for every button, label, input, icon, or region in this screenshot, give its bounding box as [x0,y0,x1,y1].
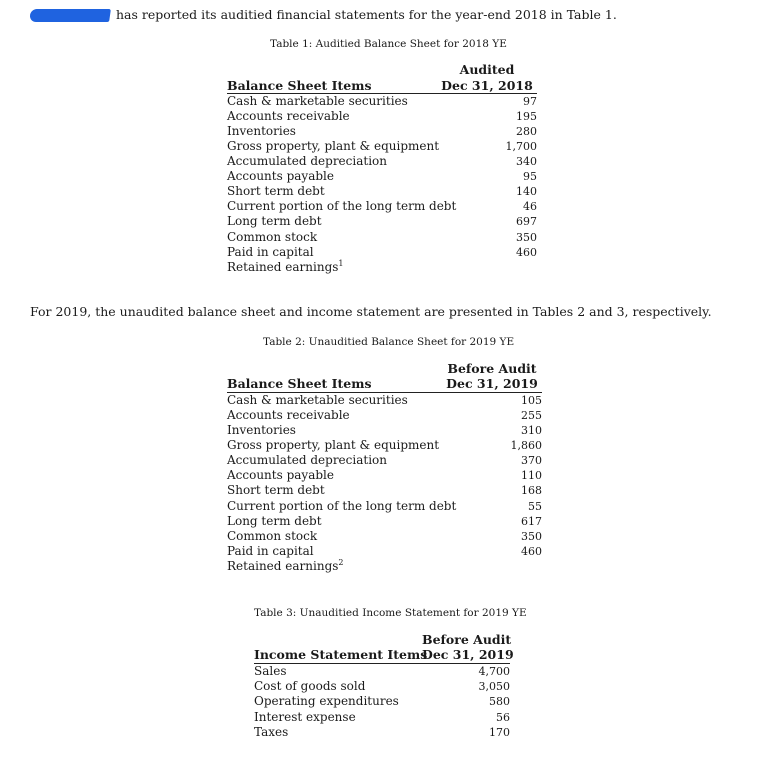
table3-label-header: Income Statement Items [254,647,428,662]
table-row: Sales 4,700 [254,664,510,678]
table2-label-header: Balance Sheet Items [227,376,372,391]
table1-label-header: Balance Sheet Items [227,78,372,93]
retained-earnings-label: Retained earnings [227,260,339,274]
table3 [254,630,514,750]
table-row: Interest expense 56 [254,710,510,724]
table-row [227,260,537,275]
intro-paragraph: has reported its auditied financial statements for the year-end 2018 in Table 1. [116,7,617,22]
table-row: Gross property, plant & equipment 1,700 [227,139,537,153]
table3-value-header-line1: Before Audit [422,632,512,647]
table-row: Paid in capital 460 [227,245,537,259]
table1-value-header-line2: Dec 31, 2018 [441,78,533,93]
table-row: Current portion of the long term debt 55 [227,499,542,513]
table-row: Cost of goods sold 3,050 [254,679,510,693]
table1 [227,60,537,280]
table2-value-header-line2: Dec 31, 2019 [446,376,538,391]
table2-caption: Table 2: Unauditied Balance Sheet for 2019 YE [263,336,515,348]
table-row: Inventories 310 [227,423,542,437]
table-row: Common stock 350 [227,529,542,543]
redaction-mark [29,9,111,22]
table-row: Short term debt 140 [227,184,537,198]
table1-value-header-line1: Audited [459,62,515,77]
table3-value-header-line2: Dec 31, 2019 [422,647,514,662]
table-row: Accounts receivable 195 [227,109,537,123]
table2-value-header-line1: Before Audit [447,361,537,376]
table-row: Taxes 170 [254,725,510,739]
table-row: Short term debt 168 [227,483,542,497]
table-row: Operating expenditures 580 [254,694,510,708]
table-row: Common stock 350 [227,230,537,244]
footnote-marker: 2 [338,558,344,567]
table-row [227,559,542,574]
table-row: Accounts payable 110 [227,468,542,482]
table2 [227,359,542,579]
table-row: Cash & marketable securities 97 [227,94,537,108]
table-row: Accumulated depreciation 340 [227,154,537,168]
table-row: Accounts payable 95 [227,169,537,183]
table-row: Paid in capital 460 [227,544,542,558]
table1-caption: Table 1: Auditied Balance Sheet for 2018 YE [270,38,507,50]
tables-intro-paragraph: For 2019, the unaudited balance sheet and income statement are presented in Tables 2 and 3, respectively. [30,304,712,319]
retained-earnings-label: Retained earnings [227,559,339,573]
table-row: Current portion of the long term debt 46 [227,199,537,213]
table-row: Long term debt 617 [227,514,542,528]
table3-caption: Table 3: Unauditied Income Statement for 2019 YE [254,607,527,619]
table-row: Long term debt 697 [227,214,537,228]
table-row: Cash & marketable securities 105 [227,393,542,407]
table-row: Gross property, plant & equipment 1,860 [227,438,542,452]
table-row: Accounts receivable 255 [227,408,542,422]
table-row: Inventories 280 [227,124,537,138]
footnote-marker: 1 [338,259,344,268]
table-row: Accumulated depreciation 370 [227,453,542,467]
